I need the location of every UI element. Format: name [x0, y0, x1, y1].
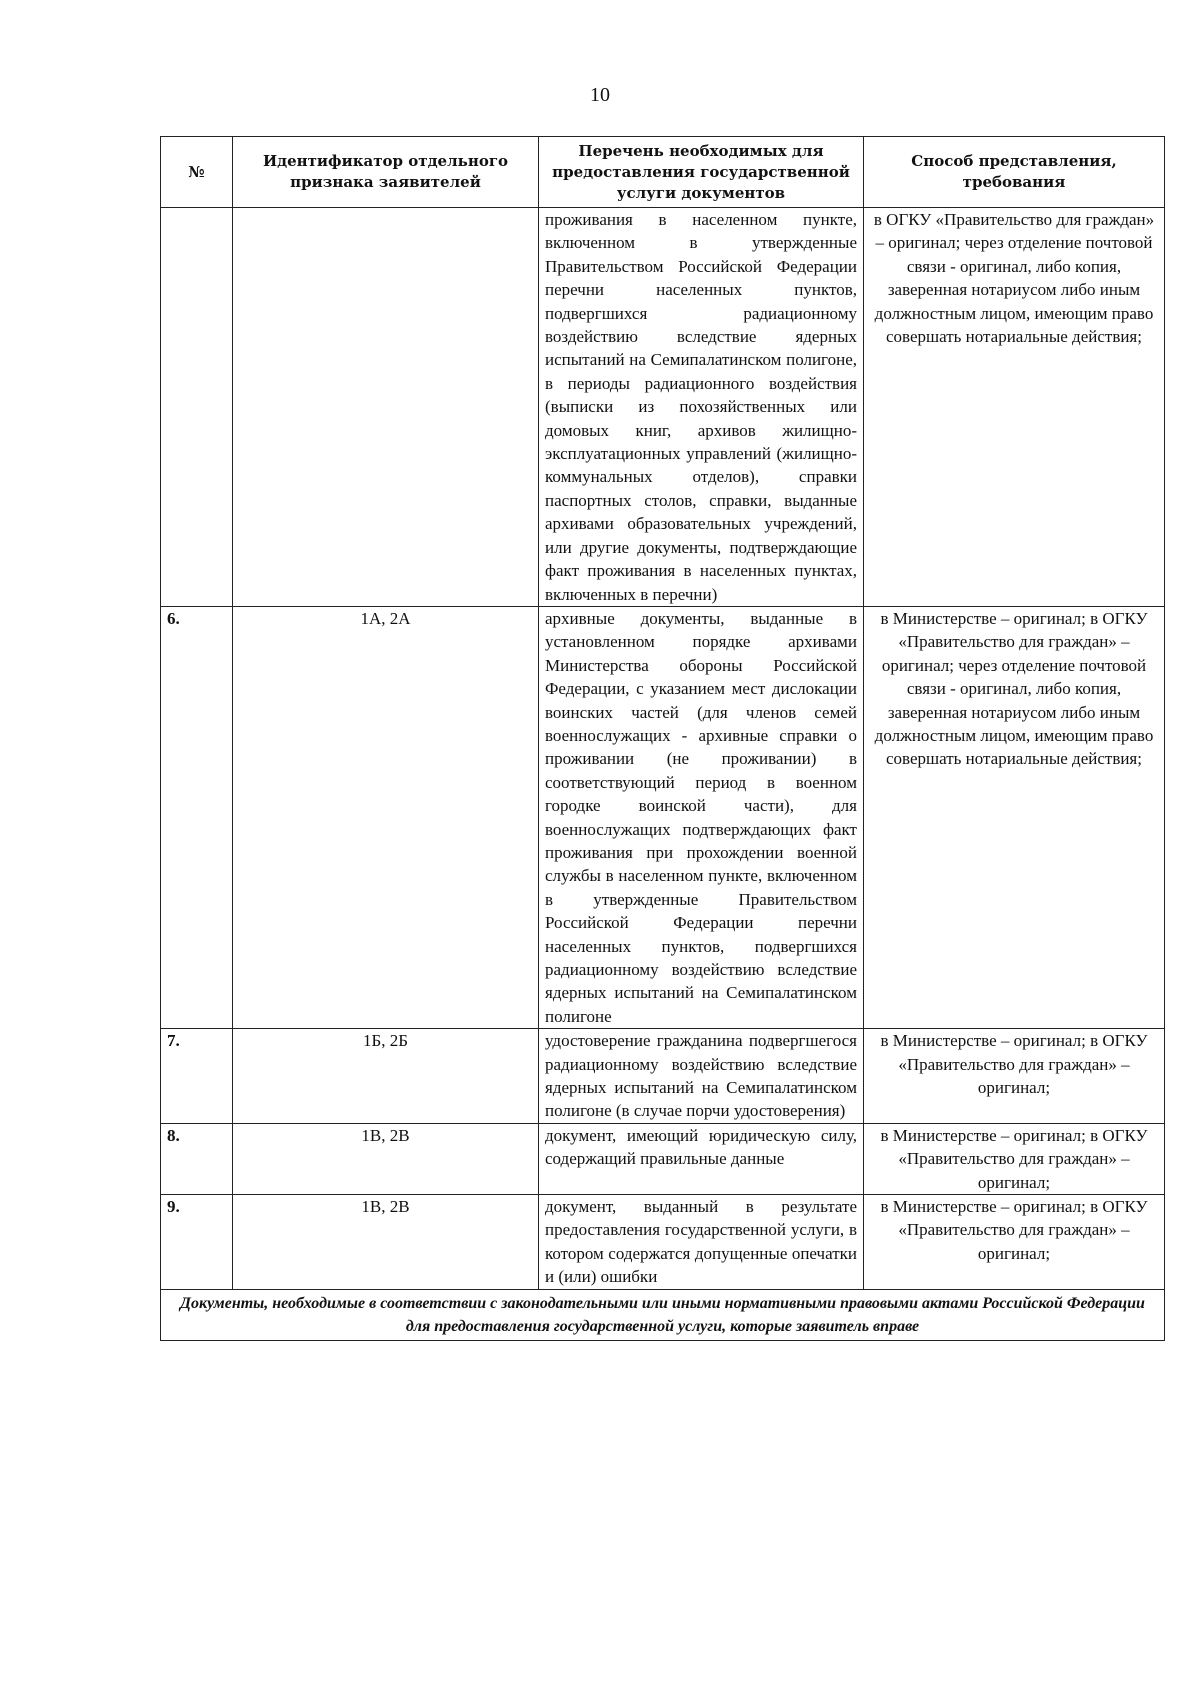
section-heading: Документы, необходимые в соответствии с законодательными или иными нормативными правовыми актами Российской Федерации для предоставления государственной услуги, которые заявитель вправе	[161, 1289, 1165, 1340]
cell-documents: проживания в населенном пункте, включенном в утвержденные Правительством Российской Федерации перечни населенных пунктов, подвергшихся радиационному воздействию вследствие ядерных испытаний на Семипалатинском полигоне, в периоды радиационного воздействия (выписки из похозяйственных или домовых книг, архивов жилищно-эксплуатационных управлений (жилищно-коммунальных отделов), справки паспортных столов, справки, выданные архивами образовательных учреждений, или другие документы, подтверждающие факт проживания в населенных пунктах, включенных в перечни)	[539, 208, 864, 607]
header-documents: Перечень необходимых для предоставления государственной услуги документов	[539, 137, 864, 208]
cell-documents: документ, выданный в результате предоставления государственной услуги, в котором содержатся допущенные опечатки и (или) ошибки	[539, 1195, 864, 1290]
cell-method: в Министерстве – оригинал; в ОГКУ «Правительство для граждан» – оригинал;	[864, 1123, 1165, 1194]
header-identifier: Идентификатор отдельного признака заявителей	[233, 137, 539, 208]
table-footer-row	[161, 1289, 1165, 1340]
cell-identifier: 1В, 2В	[233, 1195, 539, 1290]
cell-identifier: 1Б, 2Б	[233, 1029, 539, 1124]
cell-identifier: 1А, 2А	[233, 606, 539, 1028]
documents-table	[160, 136, 1165, 1341]
table-row	[161, 606, 1165, 1028]
cell-identifier: 1В, 2В	[233, 1123, 539, 1194]
cell-identifier	[233, 208, 539, 607]
header-method: Способ представления, требования	[864, 137, 1165, 208]
cell-number: 6.	[161, 606, 233, 1028]
table-row-continuation	[161, 208, 1165, 607]
cell-method: в ОГКУ «Правительство для граждан» – оригинал; через отделение почтовой связи - оригинал, либо копия, заверенная нотариусом либо иным должностным лицом, имеющим право совершать нотариальные действия;	[864, 208, 1165, 607]
cell-method: в Министерстве – оригинал; в ОГКУ «Правительство для граждан» – оригинал;	[864, 1195, 1165, 1290]
page-number: 10	[590, 84, 610, 106]
cell-documents: архивные документы, выданные в установленном порядке архивами Министерства обороны Российской Федерации, с указанием мест дислокации воинских частей (для членов семей военнослужащих - архивные справки о проживании (не проживании) в соответствующий период в военном городке воинской части), для военнослужащих подтверждающих факт проживания при прохождении военной службы в населенном пункте, включенном в утвержденные Правительством Российской Федерации перечни населенных пунктов, подвергшихся радиационному воздействию вследствие ядерных испытаний на Семипалатинском полигоне	[539, 606, 864, 1028]
table-row	[161, 1029, 1165, 1124]
cell-number: 7.	[161, 1029, 233, 1124]
cell-number	[161, 208, 233, 607]
table-header-row	[161, 137, 1165, 208]
cell-number: 9.	[161, 1195, 233, 1290]
table-row	[161, 1123, 1165, 1194]
cell-method: в Министерстве – оригинал; в ОГКУ «Правительство для граждан» – оригинал; через отделение почтовой связи - оригинал, либо копия, заверенная нотариусом либо иным должностным лицом, имеющим право совершать нотариальные действия;	[864, 606, 1165, 1028]
cell-documents: удостоверение гражданина подвергшегося радиационному воздействию вследствие ядерных испытаний на Семипалатинском полигоне (в случае порчи удостоверения)	[539, 1029, 864, 1124]
cell-number: 8.	[161, 1123, 233, 1194]
cell-documents: документ, имеющий юридическую силу, содержащий правильные данные	[539, 1123, 864, 1194]
header-number: №	[161, 137, 233, 208]
cell-method: в Министерстве – оригинал; в ОГКУ «Правительство для граждан» – оригинал;	[864, 1029, 1165, 1124]
table-row	[161, 1195, 1165, 1290]
